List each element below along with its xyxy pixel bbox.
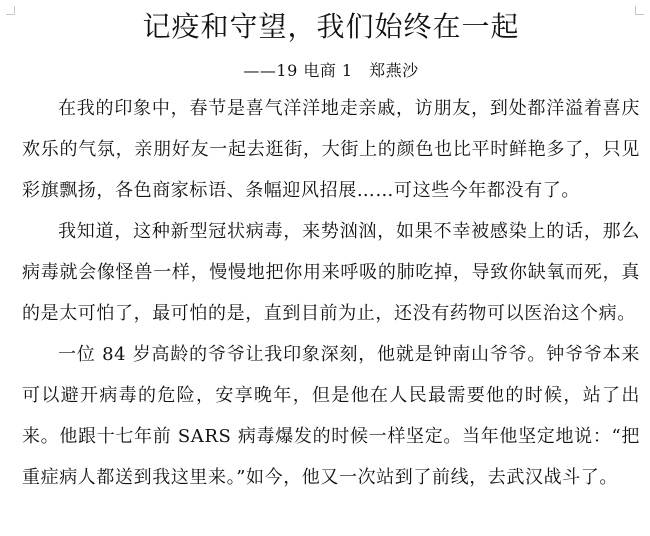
paragraph-3: 一位 84 岁高龄的爷爷让我印象深刻，他就是钟南山爷爷。钟爷爷本来可以避开病毒的危险，安享晚年，但是他在人民最需要他的时候，站了出来。他跟十七年前 SARS 病毒爆发的时候一样坚定。当年他坚定地说：“把重症病人都送到我这里来。”如今，他又一次站到了前线，去武汉战斗了。 (22, 344, 640, 488)
author-byline: ——19 电商 1 郑燕沙 (243, 61, 419, 80)
margin-corner-mark-left (6, 6, 15, 15)
document-title: 记疫和守望，我们始终在一起 (142, 10, 520, 43)
document-page (22, 0, 640, 498)
paragraph-2: 我知道，这种新型冠状病毒，来势汹汹，如果不幸被感染上的话，那么病毒就会像怪兽一样，慢慢地把你用来呼吸的肺吃掉，导致你缺氧而死，真的是太可怕了，最可怕的是，直到目前为止，还没有药物可以医治这个病。 (22, 221, 640, 324)
paragraph-1: 在我的印象中，春节是喜气洋洋地走亲戚，访朋友，到处都洋溢着喜庆欢乐的气氛，亲朋好友一起去逛街，大街上的颜色也比平时鲜艳多了，只见彩旗飘扬，各色商家标语、条幅迎风招展……可这些今年都没有了。 (22, 98, 640, 201)
